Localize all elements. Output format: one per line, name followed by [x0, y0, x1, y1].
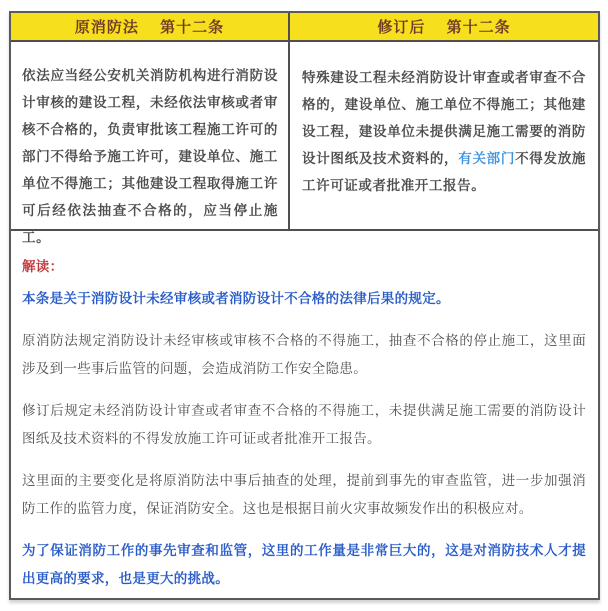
- table-header-row: [11, 13, 598, 42]
- revised-law-text: [290, 42, 598, 229]
- interpretation-paragraph-1: 原消防法规定消防设计未经审核或审核不合格的不得施工，抽查不合格的停止施工，这里面涉及到一些事后监管的问题，会造成消防工作安全隐患。: [22, 333, 586, 376]
- interpretation-paragraph-2: 修订后规定未经消防设计审查或者审查不合格的不得施工，未提供满足施工需要的消防设计图纸及技术资料的不得发放施工许可证或者批准开工报告。: [22, 403, 586, 446]
- revised-text-before: 特殊建设工程未经消防设计审查或者审查不合格的，建设单位、施工单位不得施工；其他建设工程，建设单位未提供满足施工需要的消防设计图纸及技术资料的，: [302, 70, 586, 166]
- interpretation-summary: 本条是关于消防设计未经审核或者消防设计不合格的法律后果的规定。: [22, 291, 450, 306]
- interpretation-label: 解读：: [22, 259, 64, 274]
- original-law-text: 依法应当经公安机关消防机构进行消防设计审核的建设工程，未经依法审核或者审核不合格的，负责审批该工程施工许可的部门不得给予施工许可，建设单位、施工单位不得施工；其他建设工程取得施工许可后经依法抽查不合格的，应当停止施工。: [11, 42, 290, 229]
- header-original-law: 原消防法 第十二条: [11, 13, 290, 40]
- revised-text-after: 不得发放施工许可证或者批准开工报告。: [302, 151, 586, 193]
- law-comparison-panel: [9, 11, 600, 600]
- interpretation-paragraph-3: 这里面的主要变化是将原消防法中事后抽查的处理，提前到事先的审查监管，进一步加强消防工作的监管力度，保证消防安全。这也是根据目前火灾事故频发作出的积极应对。: [22, 473, 586, 516]
- header-revised-law: 修订后 第十二条: [290, 13, 598, 40]
- interpretation-conclusion: 为了保证消防工作的事先审查和监管，这里的工作量是非常巨大的，这是对消防技术人才提出更高的要求，也是更大的挑战。: [22, 543, 586, 586]
- interpretation-section: [11, 231, 598, 593]
- relevant-department-link[interactable]: 有关部门: [458, 151, 516, 166]
- table-body-row: [11, 42, 598, 245]
